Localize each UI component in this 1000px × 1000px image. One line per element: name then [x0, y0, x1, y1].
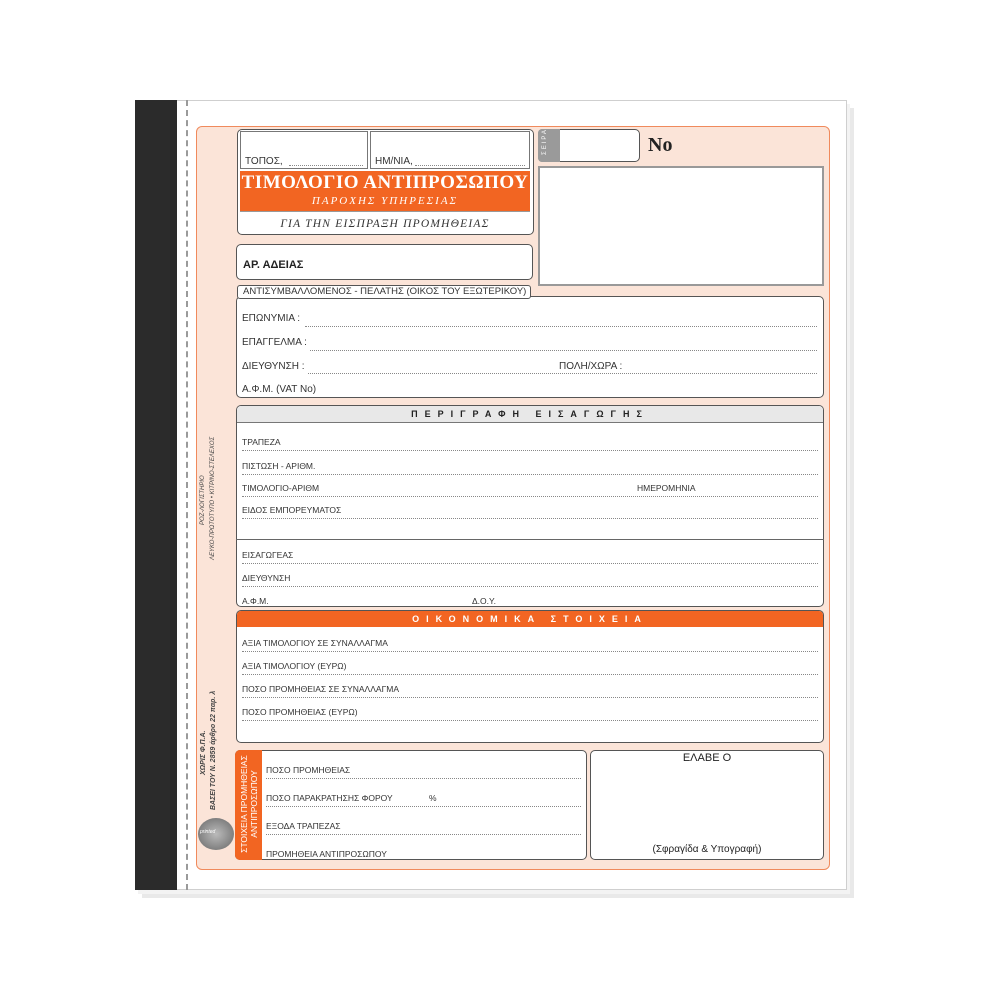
withholding-tax-line[interactable]	[266, 806, 581, 807]
invoice-value-eur-label: ΑΞΙΑ ΤΙΜΟΛΟΓΙΟΥ (ΕΥΡΩ)	[242, 661, 347, 671]
license-label: ΑΡ. ΑΔΕΙΑΣ	[243, 259, 304, 271]
importer-label: ΕΙΣΑΓΩΓΕΑΣ	[242, 550, 294, 560]
date-field[interactable]	[370, 131, 530, 169]
client-surname-label: ΕΠΩΝΥΜΙΑ :	[242, 313, 301, 324]
document-title: ΤΙΜΟΛΟΓΙΟ ΑΝΤΙΠΡΟΣΩΠΟΥ	[241, 172, 529, 193]
binding-spine	[135, 100, 177, 890]
client-profession-line[interactable]	[310, 350, 817, 351]
withholding-percent: %	[429, 793, 437, 803]
place-field[interactable]	[240, 131, 368, 169]
commission-vertical-tab	[235, 750, 262, 860]
invoice-value-eur-line[interactable]	[242, 674, 818, 675]
invoice-line[interactable]	[242, 496, 818, 497]
series-tab	[538, 129, 560, 162]
commission-vertical-label: ΣΤΟΙΧΕΙΑ ΠΡΟΜΗΘΕΙΑΣ ΑΝΤΙΠΡΟΣΩΠΟΥ	[239, 755, 259, 853]
publisher-logo-icon: printed	[198, 818, 234, 850]
invoice-value-fx-line[interactable]	[242, 651, 818, 652]
document-title-banner	[240, 171, 530, 211]
received-title: ΕΛΑΒΕ Ο	[682, 752, 732, 764]
signature-label: (Σφραγίδα & Υπογραφή)	[652, 844, 762, 855]
law-reference-note: ΒΑΣΕΙ ΤΟΥ Ν. 2859 άρθρο 22 παρ. λ	[210, 690, 217, 810]
place-label: ΤΟΠΟΣ,	[245, 156, 283, 167]
bank-fees-label: ΕΞΟΔΑ ΤΡΑΠΕΖΑΣ	[266, 821, 341, 831]
importer-afm-label: Α.Φ.Μ.	[242, 596, 269, 606]
withholding-tax-label: ΠΟΣΟ ΠΑΡΑΚΡΑΤΗΣΗΣ ΦΟΡΟΥ	[266, 793, 393, 803]
commission-eur-line[interactable]	[242, 720, 818, 721]
importer-address-line[interactable]	[242, 586, 818, 587]
financial-section	[236, 610, 824, 743]
license-field[interactable]	[236, 244, 533, 280]
importer-doy-label: Δ.Ο.Υ.	[472, 596, 496, 606]
commission-eur-label: ΠΟΣΟ ΠΡΟΜΗΘΕΙΑΣ (ΕΥΡΩ)	[242, 707, 358, 717]
invoice-label: ΤΙΜΟΛΟΓΙΟ-ΑΡΙΘΜ	[242, 483, 320, 493]
vat-exempt-note: ΧΩΡΙΣ Φ.Π.Α.	[200, 730, 207, 775]
copies-info: ΛΕΥΚΟ-ΠΡΩΤΟΤΥΠΟ • ΚΙΤΡΙΝΟ-ΣΤΕΛΕΧΟΣ	[210, 436, 216, 560]
client-heading: ΑΝΤΙΣΥΜΒΑΛΛΟΜΕΝΟΣ - ΠΕΛΑΤΗΣ (ΟΙΚΟΣ ΤΟΥ ΕΞΩΤΕΡΙΚΟΥ)	[243, 286, 527, 297]
perforation-line	[186, 100, 188, 890]
document-subtitle: ΠΑΡΟΧΗΣ ΥΠΗΡΕΣΙΑΣ	[311, 195, 459, 207]
client-profession-label: ΕΠΑΓΓΕΛΜΑ :	[242, 337, 307, 348]
series-label: ΣΕΙΡΑ	[542, 128, 548, 155]
commission-amount-line[interactable]	[266, 778, 581, 779]
commission-fx-line[interactable]	[242, 697, 818, 698]
document-subtitle-2: ΓΙΑ ΤΗΝ ΕΙΣΠΡΑΞΗ ΠΡΟΜΗΘΕΙΑΣ	[240, 211, 530, 235]
commission-fx-label: ΠΟΣΟ ΠΡΟΜΗΘΕΙΑΣ ΣΕ ΣΥΝΑΛΛΑΓΜΑ	[242, 684, 400, 694]
client-city-label: ΠΟΛΗ/ΧΩΡΑ :	[559, 361, 623, 372]
received-box[interactable]	[590, 750, 824, 860]
credit-label: ΠΙΣΤΩΣΗ - ΑΡΙΘΜ.	[242, 461, 316, 471]
credit-line[interactable]	[242, 474, 818, 475]
import-divider	[236, 539, 824, 540]
client-section	[236, 296, 824, 398]
import-date-label: ΗΜΕΡΟΜΗΝΙΑ	[637, 483, 696, 493]
client-vat-label: Α.Φ.Μ. (VAT No)	[242, 384, 317, 395]
bank-fees-line[interactable]	[266, 834, 581, 835]
import-heading: ΠΕΡΙΓΡΑΦΗ ΕΙΣΑΓΩΓΗΣ	[237, 406, 823, 423]
date-dotted-line	[415, 165, 525, 166]
date-label: ΗΜ/ΝΙΑ,	[375, 156, 413, 167]
importer-address-label: ΔΙΕΥΘΥΝΣΗ	[242, 573, 291, 583]
client-address-label: ΔΙΕΥΘΥΝΣΗ :	[242, 361, 305, 372]
financial-heading: ΟΙΚΟΝΟΜΙΚΑ ΣΤΟΙΧΕΙΑ	[237, 611, 823, 627]
number-label: No	[648, 134, 673, 156]
importer-line[interactable]	[242, 563, 818, 564]
client-address-line[interactable]	[308, 373, 817, 374]
bank-line[interactable]	[242, 450, 818, 451]
issuer-stamp-box[interactable]	[538, 166, 824, 286]
client-heading-box	[237, 285, 531, 299]
bank-label: ΤΡΑΠΕΖΑ	[242, 437, 281, 447]
goods-line[interactable]	[242, 518, 818, 519]
goods-label: ΕΙΔΟΣ ΕΜΠΟΡΕΥΜΑΤΟΣ	[242, 505, 342, 515]
commission-amount-label: ΠΟΣΟ ΠΡΟΜΗΘΕΙΑΣ	[266, 765, 351, 775]
invoice-value-fx-label: ΑΞΙΑ ΤΙΜΟΛΟΓΙΟΥ ΣΕ ΣΥΝΑΛΛΑΓΜΑ	[242, 638, 388, 648]
place-dotted-line	[289, 165, 363, 166]
copies-info: ΡΟΖ-ΛΟΓΙΣΤΗΡΙΟ	[200, 475, 206, 525]
agent-commission-label: ΠΡΟΜΗΘΕΙΑ ΑΝΤΙΠΡΟΣΩΠΟΥ	[266, 849, 387, 859]
client-surname-line[interactable]	[305, 326, 817, 327]
